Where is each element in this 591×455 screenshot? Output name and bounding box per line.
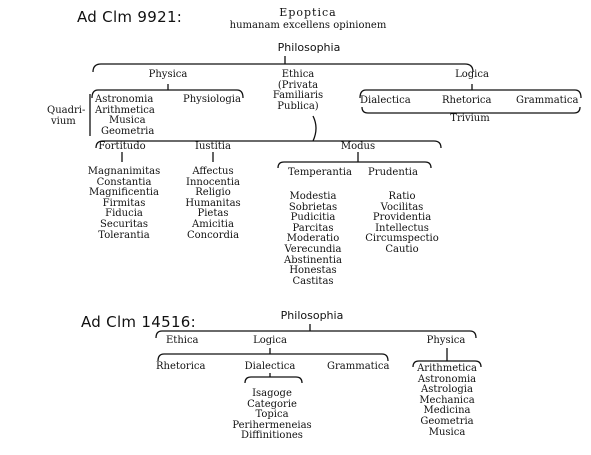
quadrivium-line-1: Quadri- (47, 105, 86, 116)
list-item: Pietas (197, 208, 229, 220)
ethica-privata: (Privata (277, 79, 319, 91)
list-quadrivium (95, 95, 155, 137)
node-physica: Physica (148, 69, 188, 80)
list-item: Intellectus (375, 222, 429, 234)
list-item: Mechanica (419, 394, 475, 406)
list-item: Perihermeneias (232, 419, 312, 431)
list-item: Honestas (289, 265, 337, 277)
list-item: Arithmetica (417, 363, 477, 374)
list-item: Constantia (96, 176, 152, 188)
list-item: Innocentia (185, 176, 240, 188)
list-item: Astronomia (95, 94, 154, 105)
list-item: Abstinentia (284, 254, 342, 266)
label-trivium: Trivium (450, 113, 490, 124)
list-item: Amicitia (192, 218, 234, 230)
node-temperantia: Temperantia (288, 167, 352, 178)
list-item: Modestia (289, 191, 337, 202)
node-physiologia: Physiologia (183, 94, 241, 105)
node-dialectica: Dialectica (360, 95, 411, 106)
list-item: Securitas (100, 218, 148, 230)
node-philosophia-2: Philosophia (280, 309, 344, 322)
list-item: Sobrietas (288, 201, 338, 213)
list-item: Diffinitiones (241, 430, 303, 442)
list-item: Astronomia (417, 373, 477, 385)
quadrivium-line-2: vium (51, 115, 76, 127)
list-item: Musica (109, 115, 146, 127)
node-fortitudo: Fortitudo (98, 141, 146, 152)
list-item: Fiducia (105, 208, 143, 220)
list-item: Moderatio (286, 233, 340, 245)
list-fortitudo (88, 167, 160, 241)
node-philosophia: Philosophia (277, 41, 341, 54)
node-modus: Modus (340, 141, 376, 152)
ethica-familiaris: Familiaris (272, 90, 324, 102)
node-ethica-2: Ethica (166, 335, 199, 346)
list-item: Religio (195, 187, 231, 199)
node-logica-2: Logica (253, 335, 287, 346)
bracket-logica-2 (158, 354, 388, 361)
label-quadrivium (47, 106, 85, 127)
heading-clm-9921: Ad Clm 9921: (77, 8, 183, 26)
list-prudentia (365, 192, 438, 256)
list-item: Firmitas (102, 197, 146, 209)
list-item: Arithmetica (95, 104, 155, 116)
list-item: Providentia (372, 212, 432, 224)
list-item: Pudicitia (290, 212, 336, 224)
list-item: Cautio (385, 243, 419, 255)
list-item: Topica (255, 409, 289, 421)
list-item: Parcitas (292, 222, 334, 234)
list-dialectica-2 (232, 389, 311, 442)
list-item: Humanitas (185, 197, 241, 209)
list-item: Astrologia (421, 384, 473, 396)
node-prudentia: Prudentia (368, 167, 418, 178)
node-logica: Logica (455, 69, 489, 80)
node-rhetorica: Rhetorica (442, 95, 492, 106)
list-item: Tolerantia (98, 229, 150, 241)
list-item: Categorie (247, 398, 297, 410)
list-item: Geometria (101, 125, 155, 137)
list-item: Affectus (192, 166, 234, 177)
list-item: Medicina (423, 405, 471, 417)
list-temperantia (284, 192, 342, 287)
list-item: Geometria (420, 415, 474, 427)
list-item: Vocilitas (380, 201, 424, 213)
title-epoptica: Epoptica (279, 6, 337, 19)
heading-clm-14516: Ad Clm 14516: (81, 313, 196, 331)
node-dialectica-2: Dialectica (244, 361, 296, 372)
list-item: Magnificentia (88, 187, 160, 199)
list-item: Circumspectio (365, 233, 439, 245)
node-grammatica: Grammatica (516, 95, 579, 106)
list-iustitia (185, 167, 240, 241)
subtitle-humanam: humanam excellens opinionem (229, 20, 387, 31)
list-item: Ratio (388, 191, 416, 202)
node-rhetorica-2: Rhetorica (156, 361, 206, 372)
bracket-dialectica-2 (245, 377, 302, 383)
node-grammatica-2: Grammatica (327, 361, 390, 372)
ethica-publica: Publica) (277, 100, 319, 112)
ethica-label: Ethica (281, 69, 315, 80)
node-physica-2: Physica (426, 335, 466, 346)
bracket-modus (278, 152, 431, 168)
list-item: Verecundia (284, 243, 342, 255)
list-item: Isagoge (252, 388, 292, 399)
list-item: Magnanimitas (87, 166, 161, 177)
node-iustitia: Iustitia (195, 141, 231, 152)
list-item: Castitas (292, 275, 334, 287)
list-item: Musica (428, 426, 466, 438)
list-physica-2 (417, 364, 477, 438)
list-item: Concordia (186, 229, 240, 241)
node-ethica (273, 70, 323, 112)
